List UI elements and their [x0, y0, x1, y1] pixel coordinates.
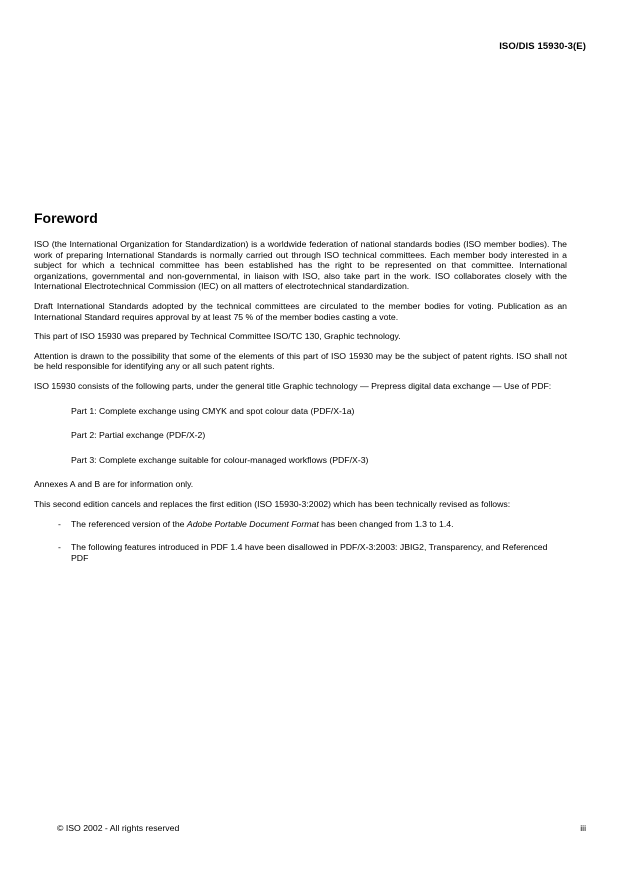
page-number: iii: [580, 823, 586, 833]
copyright-notice: © ISO 2002 - All rights reserved: [57, 823, 180, 833]
paragraph-draft-standards: Draft International Standards adopted by the technical committees are circulated to the member bodies for voting. Publication as an International Standard requires approval by at least 75 % of the member bodies casting a vote.: [34, 300, 567, 322]
paragraph-prepared-by: This part of ISO 15930 was prepared by Technical Committee ISO/TC 130, Graphic technology.: [34, 331, 401, 342]
revision-text: The following features introduced in PDF 1.4 have been disallowed in PDF/X-3:2003: JBIG2, Transparency, and Referenced PDF: [71, 542, 548, 563]
paragraph-iso-intro: ISO (the International Organization for Standardization) is a worldwide federation of national standards bodies (ISO member bodies). The work of preparing International Standards is normally carried out through ISO technical committees. Each member body interested in a subject for which a technical committee has been established has the right to be represented on that committee. International organizations, governmental and non-governmental, in liaison with ISO, also take part in the work. ISO collaborates closely with the International Electrotechnical Commission (IEC) on all matters of electrotechnical standardization.: [34, 239, 567, 292]
part-3-item: Part 3: Complete exchange suitable for colour-managed workflows (PDF/X-3): [71, 454, 369, 465]
revision-item: [34, 519, 567, 530]
revision-list: [34, 519, 567, 564]
paragraph-patent-rights: Attention is drawn to the possibility that some of the elements of this part of ISO 15930 may be the subject of patent rights. ISO shall not be held responsible for identifying any or all such patent rights.: [34, 350, 567, 372]
revision-text-end: has been changed from 1.3 to 1.4.: [318, 518, 454, 529]
paragraph-parts-intro: ISO 15930 consists of the following parts, under the general title Graphic technology — Prepress digital data exchange — Use of PDF:: [34, 380, 552, 391]
part-2-item: Part 2: Partial exchange (PDF/X-2): [71, 430, 206, 441]
revision-item: [34, 542, 567, 563]
document-identifier: ISO/DIS 15930-3(E): [499, 41, 586, 52]
list-dash: -: [58, 542, 61, 553]
revision-text-italic: Adobe Portable Document Format: [186, 518, 319, 529]
paragraph-annexes: Annexes A and B are for information only.: [34, 479, 194, 490]
revision-text-start: The referenced version of the: [71, 518, 187, 529]
foreword-body: [34, 239, 567, 576]
list-dash: -: [58, 518, 61, 529]
part-1-item: Part 1: Complete exchange using CMYK and spot colour data (PDF/X-1a): [71, 405, 355, 416]
paragraph-edition-note: This second edition cancels and replaces the first edition (ISO 15930-3:2002) which has been technically revised as follows:: [34, 498, 511, 509]
section-title: Foreword: [34, 210, 98, 226]
